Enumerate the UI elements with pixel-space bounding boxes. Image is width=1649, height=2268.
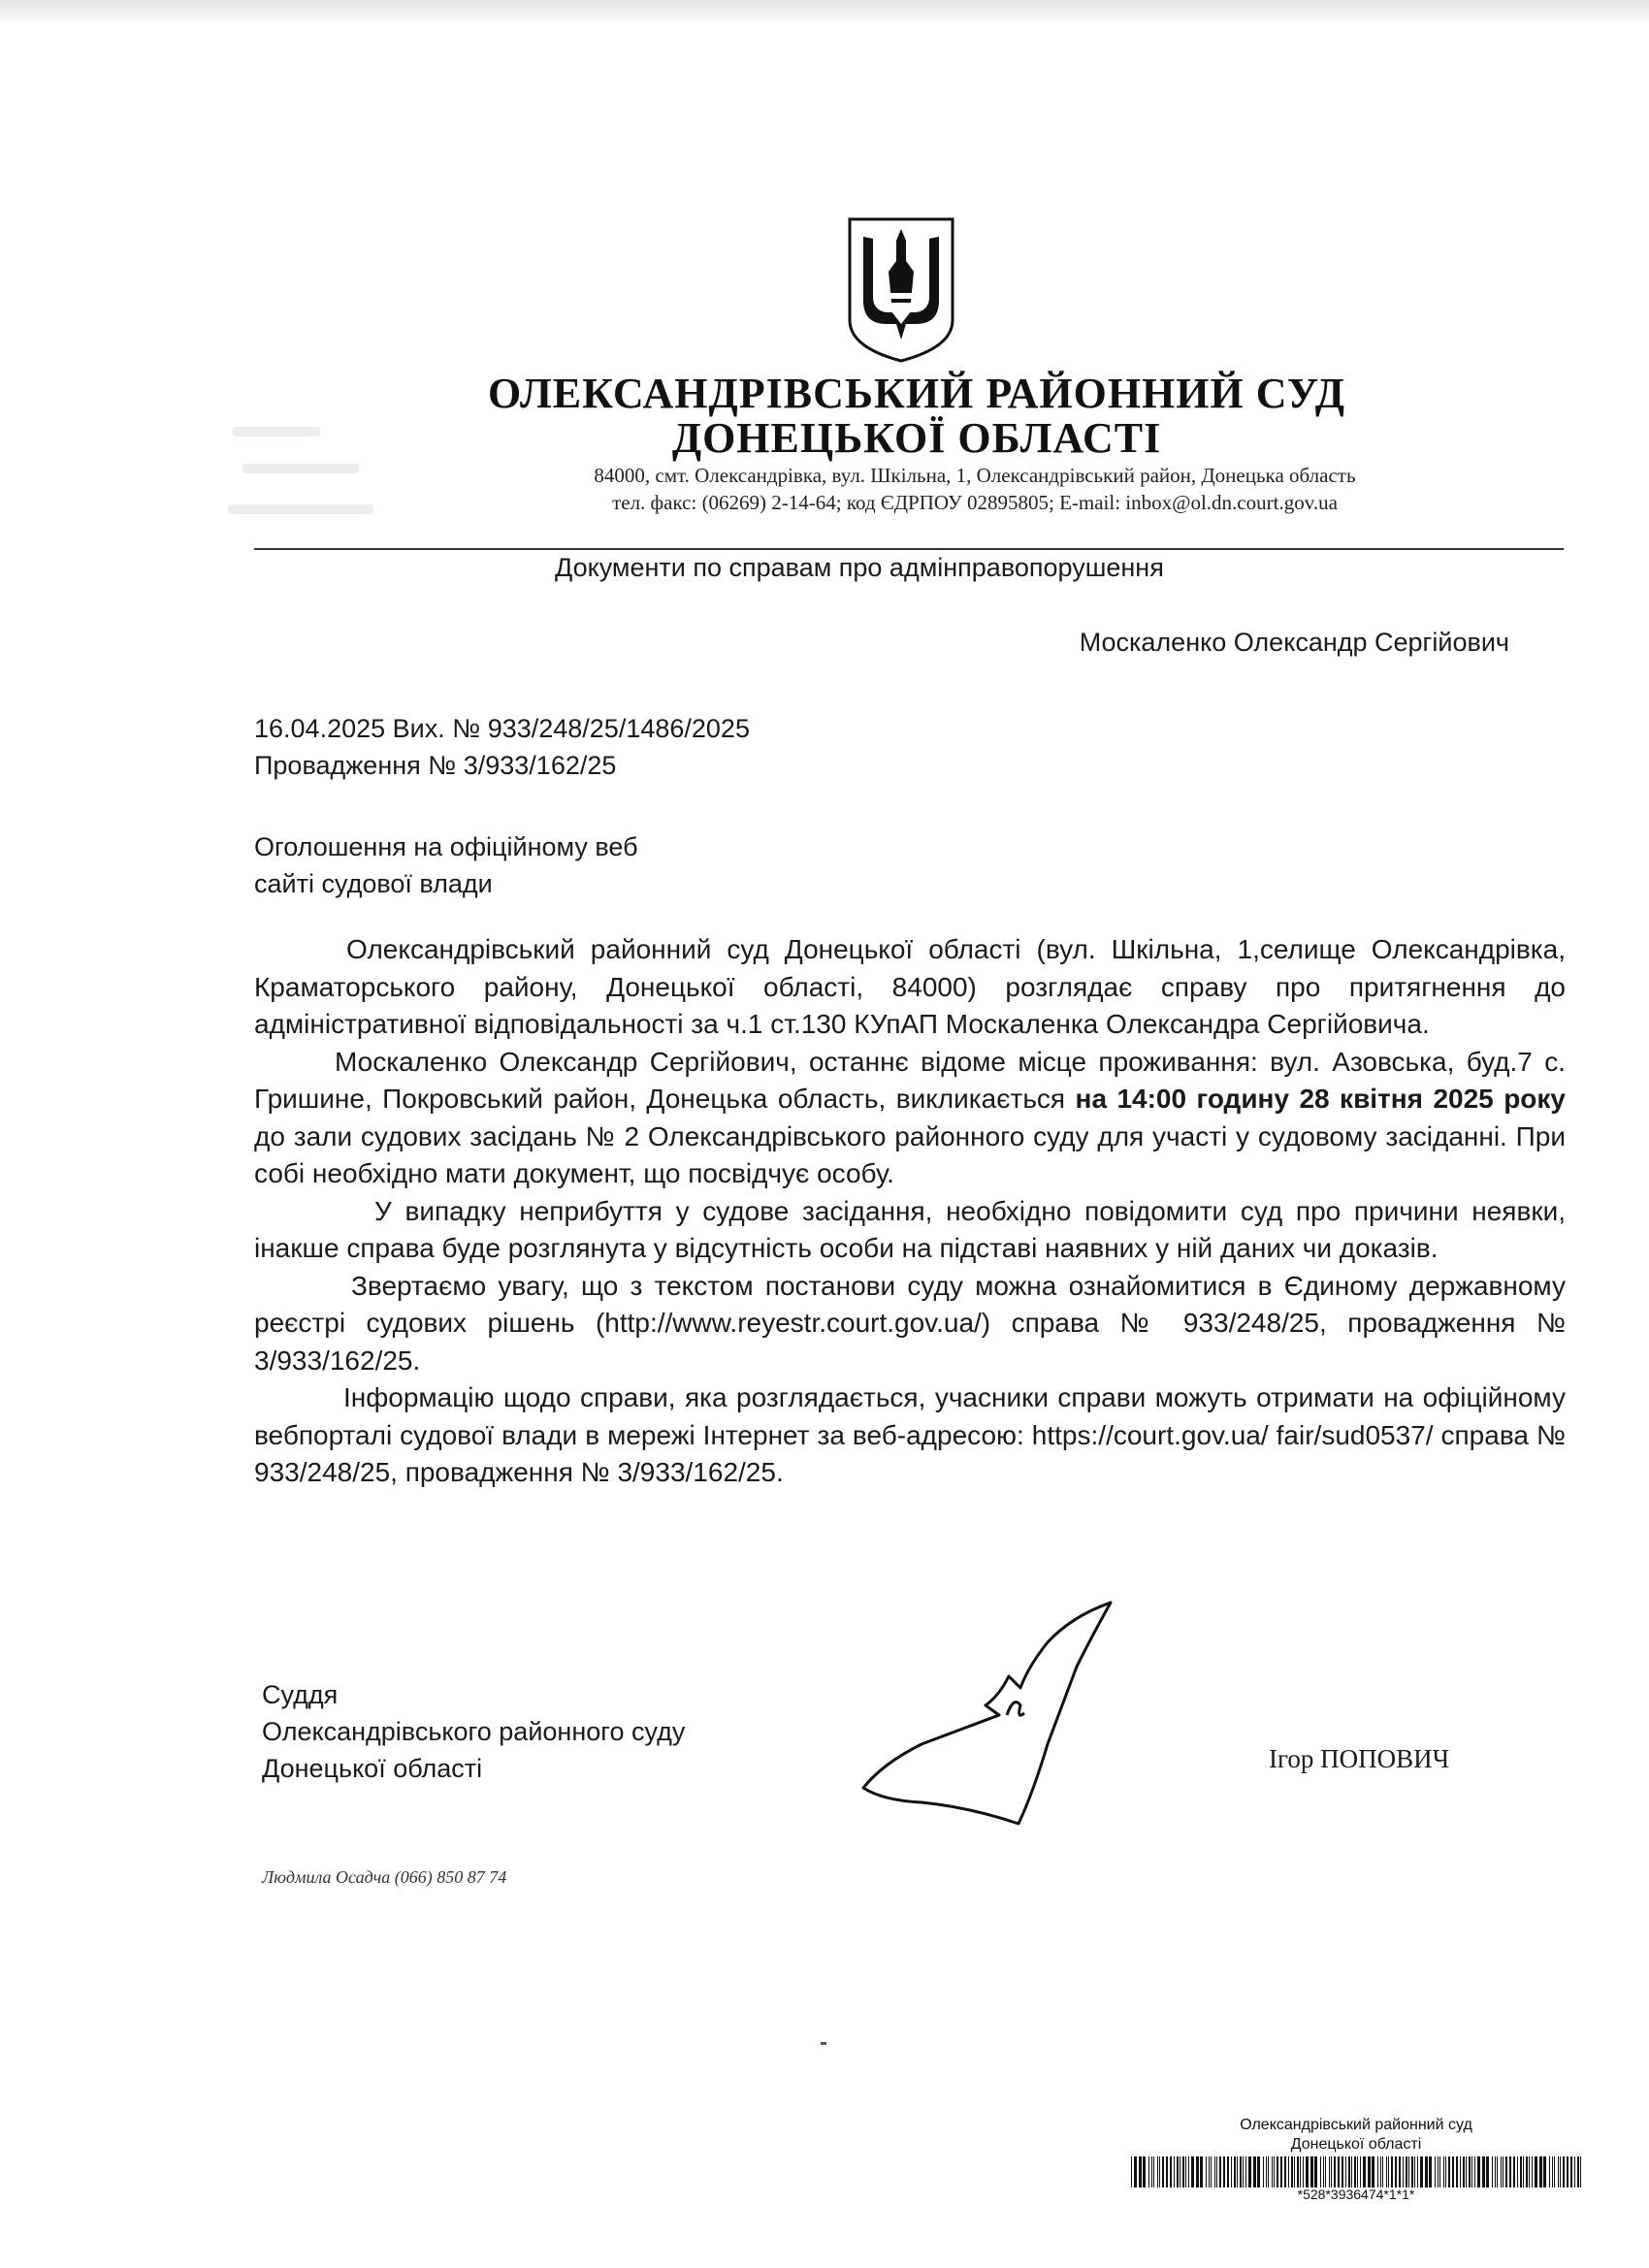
barcode-bar xyxy=(1200,2156,1203,2187)
barcode-bar xyxy=(1380,2156,1381,2187)
barcode-bar xyxy=(1131,2156,1132,2187)
barcode-bar xyxy=(1517,2156,1518,2187)
barcode-bar xyxy=(1280,2156,1282,2187)
barcode-bar xyxy=(1395,2156,1397,2187)
barcode-bar xyxy=(1456,2156,1458,2187)
summons-text-end: до зали судових засідань № 2 Олександрівського районного суду для участі у судовому засіданні. При собі необхідно мати документ, що посвідчує особу. xyxy=(254,1120,1566,1188)
barcode-bar xyxy=(1206,2156,1207,2187)
trident-coat-of-arms-icon xyxy=(846,215,956,363)
barcode-bar xyxy=(1558,2156,1559,2187)
barcode-bar xyxy=(1574,2156,1575,2187)
barcode-bar xyxy=(1240,2156,1242,2187)
executor-contact: Людмила Осадча (066) 850 87 74 xyxy=(262,1867,507,1887)
barcode-bar xyxy=(1382,2156,1383,2187)
barcode-bar xyxy=(1357,2156,1358,2187)
barcode-bar xyxy=(1153,2156,1154,2187)
barcode-bar xyxy=(1272,2156,1273,2187)
barcode-bar xyxy=(1486,2156,1489,2187)
barcode-bar xyxy=(1513,2156,1515,2187)
handwritten-signature xyxy=(854,1599,1145,1833)
barcode-bar xyxy=(1253,2156,1256,2187)
barcode-bar xyxy=(1174,2156,1175,2187)
notice-body xyxy=(254,931,1566,1492)
barcode-bar xyxy=(1294,2156,1295,2187)
barcode-bar xyxy=(1188,2156,1189,2187)
paragraph-court-case: Олександрівський районний суд Донецької області (вул. Шкільна, 1,селище Олександрівка, Краматорського району, Донецької області, 84000) розглядає справу про притягнення до адміністративної відповідальності за ч.1 ст.130 КУпАП Москаленка Олександра Сергійовича. xyxy=(254,934,1566,1039)
barcode-bar xyxy=(1134,2156,1137,2187)
barcode-bar xyxy=(1443,2156,1444,2187)
barcode-bar xyxy=(1501,2156,1502,2187)
barcode-bar xyxy=(1277,2156,1278,2187)
barcode-bar xyxy=(1354,2156,1356,2187)
barcode-bar xyxy=(1185,2156,1186,2187)
signatory-title-line1: Суддя xyxy=(262,1680,339,1709)
barcode-bar xyxy=(1263,2156,1264,2187)
addressee: Москаленко Олександр Сергійович xyxy=(1079,628,1509,657)
barcode-bar xyxy=(1439,2156,1440,2187)
barcode-bar xyxy=(1214,2156,1215,2187)
barcode-bar xyxy=(1288,2156,1289,2187)
barcode-bar xyxy=(1329,2156,1330,2187)
barcode-bar xyxy=(1372,2156,1374,2187)
barcode-bar xyxy=(1429,2156,1432,2187)
document-type: Документи по справам про адмінправопорушення xyxy=(555,553,1164,582)
barcode-bar xyxy=(1196,2156,1199,2187)
barcode-bar xyxy=(1532,2156,1533,2187)
paragraph-web-portal: Інформацію щодо справи, яка розглядається, учасники справи можуть отримати на офіційному вебпорталі судової влади в мережі Інтернет за веб-адресою: https://court.gov.ua/ fair/sud0537/ справа № 933/248/25, провадження № 3/933/162/25. xyxy=(254,1382,1566,1487)
barcode-bar xyxy=(1543,2156,1546,2187)
barcode-bar xyxy=(1560,2156,1561,2187)
barcode-bar xyxy=(1408,2156,1409,2187)
barcode-bar xyxy=(1323,2156,1324,2187)
barcode xyxy=(1123,2156,1589,2187)
barcode-bar xyxy=(1520,2156,1522,2187)
barcode-bar xyxy=(1284,2156,1286,2187)
barcode-bar xyxy=(1257,2156,1260,2187)
stamp-region: Донецької області xyxy=(1290,2136,1422,2153)
barcode-bar xyxy=(1570,2156,1572,2187)
subject xyxy=(254,828,638,902)
barcode-bar xyxy=(1219,2156,1221,2187)
barcode-bar xyxy=(1231,2156,1232,2187)
barcode-bar xyxy=(1435,2156,1436,2187)
barcode-bar xyxy=(1503,2156,1504,2187)
barcode-bar xyxy=(1166,2156,1168,2187)
barcode-bar xyxy=(1399,2156,1401,2187)
signatory-title-line3: Донецької області xyxy=(262,1754,483,1783)
summons-text-start: Москаленко Олександр Сергійович, останнє відоме місце проживання: вул. Азовська, буд.7 с. Гришине, Покровський район, Донецька область, викликається xyxy=(254,1046,1566,1114)
barcode-bar xyxy=(1477,2156,1480,2187)
barcode-bar xyxy=(1243,2156,1244,2187)
court-address: 84000, смт. Олександрівка, вул. Шкільна, 1, Олександрівський район, Донецька область xyxy=(594,464,1356,487)
barcode-bar xyxy=(1216,2156,1217,2187)
barcode-bar xyxy=(1360,2156,1361,2187)
barcode-bar xyxy=(1388,2156,1389,2187)
barcode-bar xyxy=(1351,2156,1352,2187)
barcode-bar xyxy=(1438,2156,1439,2187)
barcode-bar xyxy=(1526,2156,1528,2187)
barcode-bar xyxy=(1539,2156,1542,2187)
barcode-bar xyxy=(1348,2156,1350,2187)
signatory-title xyxy=(262,1676,685,1787)
barcode-bar xyxy=(1334,2156,1336,2187)
barcode-bar xyxy=(1563,2156,1565,2187)
barcode-bar xyxy=(1466,2156,1467,2187)
court-name-line2: ДОНЕЦЬКОЇ ОБЛАСТІ xyxy=(671,414,1162,462)
barcode-bar xyxy=(1143,2156,1146,2187)
barcode-bar xyxy=(1300,2156,1301,2187)
barcode-number: *528*3936474*1*1* xyxy=(1297,2187,1415,2202)
barcode-bar xyxy=(1445,2156,1446,2187)
barcode-bar xyxy=(1386,2156,1387,2187)
barcode-bar xyxy=(1151,2156,1152,2187)
barcode-bar xyxy=(1460,2156,1461,2187)
barcode-bar xyxy=(1363,2156,1366,2187)
outgoing-reference: 16.04.2025 Вих. № 933/248/25/1486/2025 xyxy=(254,714,750,743)
barcode-bar xyxy=(1209,2156,1210,2187)
barcode-bar xyxy=(1391,2156,1393,2187)
barcode-bar xyxy=(1331,2156,1332,2187)
barcode-bar xyxy=(1509,2156,1511,2187)
barcode-bar xyxy=(1505,2156,1507,2187)
barcode-bar xyxy=(1463,2156,1465,2187)
judge-name: Ігор ПОПОВИЧ xyxy=(1269,1744,1450,1773)
scan-edge-shadow xyxy=(0,0,1649,25)
barcode-bar xyxy=(1554,2156,1555,2187)
barcode-bar xyxy=(1529,2156,1530,2187)
barcode-bar xyxy=(1523,2156,1524,2187)
signatory-title-line2: Олександрівського районного суду xyxy=(262,1717,686,1746)
barcode-bar xyxy=(1159,2156,1160,2187)
barcode-bar xyxy=(1148,2156,1149,2187)
barcode-bar xyxy=(1492,2156,1493,2187)
barcode-bar xyxy=(1139,2156,1142,2187)
barcode-bar xyxy=(1314,2156,1317,2187)
barcode-bar xyxy=(1452,2156,1454,2187)
barcode-bar xyxy=(1162,2156,1164,2187)
barcode-bar xyxy=(1580,2156,1581,2187)
barcode-bar xyxy=(1474,2156,1475,2187)
court-contacts: тел. факс: (06269) 2-14-64; код ЄДРПОУ 02895805; E-mail: inbox@ol.dn.court.gov.ua xyxy=(612,491,1338,514)
barcode-bar xyxy=(1268,2156,1269,2187)
hearing-datetime: на 14:00 годину 28 квітня 2025 року xyxy=(1075,1084,1566,1114)
subject-line1: Оголошення на офіційному веб xyxy=(254,832,638,861)
barcode-bar xyxy=(1414,2156,1415,2187)
subject-line2: сайті судової влади xyxy=(254,869,493,898)
stamp-court-name: Олександрівський районний суд xyxy=(1240,2117,1472,2133)
barcode-bar xyxy=(1567,2156,1568,2187)
paragraph-registry: Звертаємо увагу, що з текстом постанови суду можна ознайомитися в Єдиному державному реєстрі судових рішень (http://www.reyestr.court.gov.ua/) справа № 933/248/25, провадження № 3/933/162/25. xyxy=(254,1270,1566,1376)
header-divider xyxy=(254,548,1564,550)
barcode-bar xyxy=(1535,2156,1537,2187)
barcode-bar xyxy=(1425,2156,1428,2187)
court-name-line1: ОЛЕКСАНДРІВСЬКИЙ РАЙОННИЙ СУД xyxy=(487,370,1346,417)
barcode-bar xyxy=(1320,2156,1321,2187)
barcode-bar xyxy=(1403,2156,1404,2187)
paragraph-absence: У випадку неприбуття у судове засідання, необхідно повідомити суд про причини неявки, інакше справа буде розглянута у відсутність особи на підставі наявних у ній даних чи доказів. xyxy=(254,1195,1566,1263)
barcode-bar xyxy=(1274,2156,1275,2187)
paragraph-summons xyxy=(254,1044,1566,1193)
barcode-bar xyxy=(1177,2156,1179,2187)
barcode-bar xyxy=(1469,2156,1471,2187)
barcode-bar xyxy=(1406,2156,1407,2187)
barcode-bar xyxy=(1342,2156,1343,2187)
barcode-bar xyxy=(1377,2156,1378,2187)
barcode-bar xyxy=(1291,2156,1293,2187)
barcode-bar xyxy=(1170,2156,1172,2187)
barcode-bar xyxy=(1495,2156,1496,2187)
barcode-bar xyxy=(1482,2156,1485,2187)
barcode-bar xyxy=(1303,2156,1304,2187)
barcode-bar xyxy=(1368,2156,1371,2187)
barcode-bar xyxy=(1310,2156,1313,2187)
barcode-bar xyxy=(1577,2156,1579,2187)
barcode-bar xyxy=(1448,2156,1450,2187)
barcode-bar xyxy=(1471,2156,1472,2187)
barcode-bar xyxy=(1237,2156,1238,2187)
barcode-bar xyxy=(1345,2156,1346,2187)
barcode-bar xyxy=(1420,2156,1423,2187)
barcode-bar xyxy=(1191,2156,1194,2187)
barcode-bar xyxy=(1211,2156,1212,2187)
registration-stamp xyxy=(1123,2115,1589,2204)
barcode-bar xyxy=(1182,2156,1184,2187)
proceeding-number: Провадження № 3/933/162/25 xyxy=(254,751,617,780)
scan-artifact xyxy=(821,2042,826,2045)
barcode-bar xyxy=(1248,2156,1251,2187)
barcode-bar xyxy=(1266,2156,1267,2187)
barcode-bar xyxy=(1227,2156,1229,2187)
barcode-bar xyxy=(1552,2156,1553,2187)
barcode-bar xyxy=(1234,2156,1236,2187)
barcode-bar xyxy=(1306,2156,1309,2187)
barcode-bar xyxy=(1497,2156,1498,2187)
barcode-bar xyxy=(1549,2156,1550,2187)
barcode-bar xyxy=(1338,2156,1340,2187)
barcode-bar xyxy=(1157,2156,1158,2187)
barcode-bar xyxy=(1245,2156,1246,2187)
barcode-bar xyxy=(1297,2156,1299,2187)
barcode-bar xyxy=(1411,2156,1413,2187)
barcode-bar xyxy=(1417,2156,1418,2187)
barcode-bar xyxy=(1325,2156,1326,2187)
barcode-bar xyxy=(1223,2156,1225,2187)
